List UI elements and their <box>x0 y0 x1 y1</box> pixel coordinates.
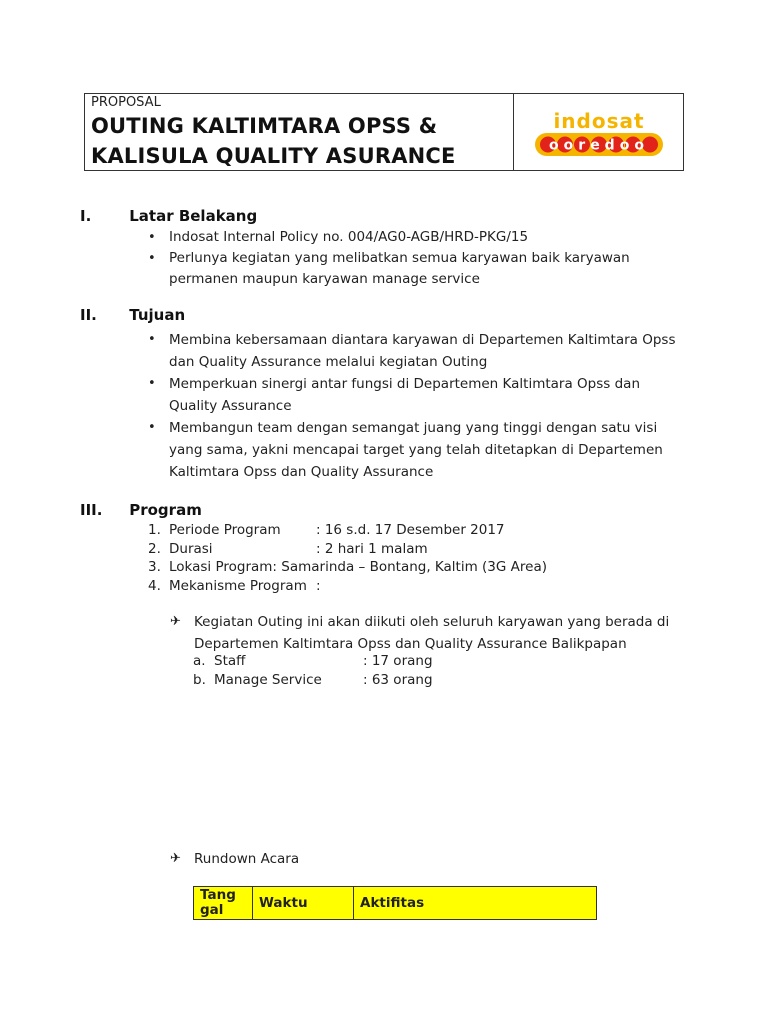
mechanism-text: Kegiatan Outing ini akan diikuti oleh seluruh karyawan yang berada di Departemen Kaltimtara Opss dan Quality Assurance Balikpapan <box>194 614 670 652</box>
section-title: Tujuan <box>129 306 186 324</box>
list-item: a. Staff : 17 orang <box>193 653 433 669</box>
document-title <box>91 111 513 171</box>
section-number: II. <box>80 306 97 324</box>
airplane-arrow-icon: ✈ <box>170 614 181 629</box>
staff-count-list <box>193 652 433 689</box>
table-header-tanggal: Tang gal <box>194 887 253 920</box>
list-item: 2. Durasi : 2 hari 1 malam <box>148 540 428 557</box>
list-item: b. Manage Service : 63 orang <box>193 671 433 688</box>
latar-belakang-list <box>148 227 630 269</box>
rundown-item <box>170 848 299 870</box>
proposal-label: PROPOSAL <box>91 95 161 110</box>
header-box <box>84 93 684 171</box>
rundown-table <box>193 886 597 920</box>
list-item: 3. Lokasi Program: Samarinda – Bontang, Kaltim (3G Area) <box>148 559 547 575</box>
tujuan-list <box>148 329 676 483</box>
logo-text-ooredoo: ooredoo <box>548 137 649 154</box>
section-number: III. <box>80 501 103 519</box>
section-number: I. <box>80 207 92 225</box>
list-item: 4. Mekanisme Program : <box>148 577 321 594</box>
document-title-line-2: KALISULA QUALITY ASURANCE <box>91 144 456 168</box>
table-header-row <box>194 887 597 920</box>
mechanism-item <box>170 611 669 655</box>
table-header-waktu: Waktu <box>253 887 354 920</box>
rundown-title: Rundown Acara <box>194 851 300 867</box>
section-heading-tujuan <box>80 306 185 324</box>
list-item: • Perlunya kegiatan yang melibatkan semua karyawan baik karyawan <box>148 248 630 269</box>
section-title: Program <box>129 501 202 519</box>
header-logo-cell <box>514 94 683 170</box>
section-title: Latar Belakang <box>129 207 258 225</box>
list-item: 1. Periode Program : 16 s.d. 17 Desember 2017 <box>148 522 505 538</box>
logo-text-indosat: indosat <box>552 109 645 133</box>
program-list <box>148 521 547 595</box>
section-heading-program <box>80 501 202 519</box>
document-title-line-1: OUTING KALTIMTARA OPSS & <box>91 114 438 138</box>
list-item: • Indosat Internal Policy no. 004/AG0-AGB/HRD-PKG/15 <box>148 227 630 248</box>
table-header-aktifitas: Aktifitas <box>354 887 597 920</box>
header-title-cell <box>85 94 514 170</box>
list-item: • Memperkuan sinergi antar fungsi di Departemen Kaltimtara Opss dan Quality Assurance <box>148 373 676 417</box>
list-item: • Membina kebersamaan diantara karyawan di Departemen Kaltimtara Opss dan Quality Assurance melalui kegiatan Outing <box>148 329 676 373</box>
airplane-arrow-icon: ✈ <box>170 851 181 866</box>
list-item-continuation: permanen maupun karyawan manage service <box>169 271 480 287</box>
list-item: • Membangun team dengan semangat juang yang tinggi dengan satu visi yang sama, yakni mencapai target yang telah ditetapkan di Departemen Kaltimtara Opss dan Quality Assurance <box>148 417 676 483</box>
section-heading-latar-belakang <box>80 207 257 225</box>
indosat-ooredoo-logo <box>532 102 666 162</box>
